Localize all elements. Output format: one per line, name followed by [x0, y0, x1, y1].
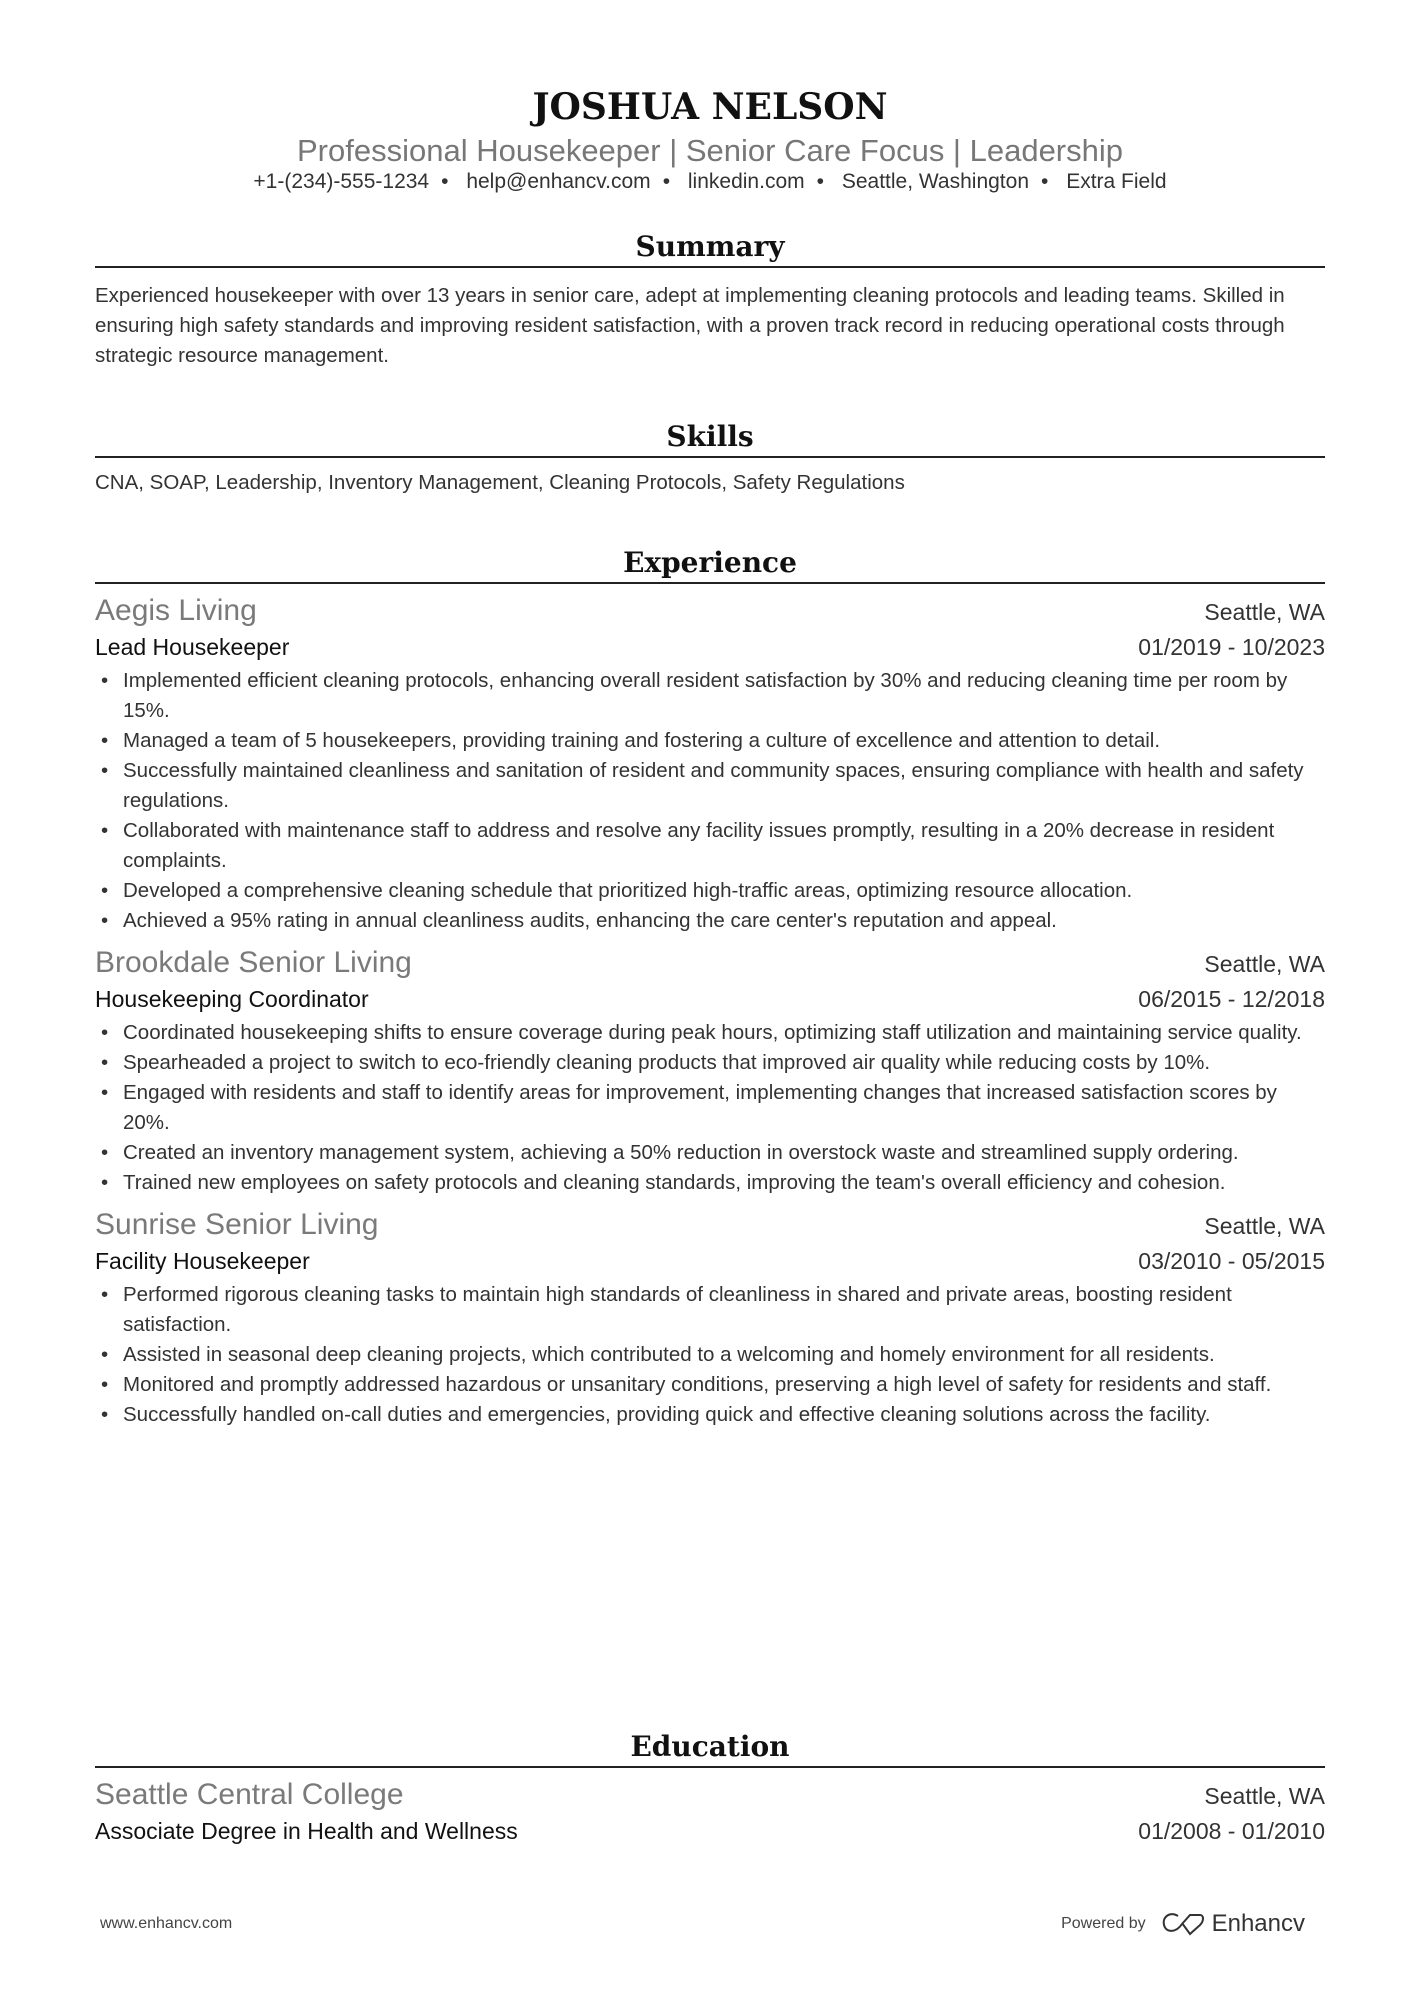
section-title: Education: [630, 1730, 790, 1763]
contact-line: +1-(234)-555-1234 • help@enhancv.com • linkedin.com • Seattle, Washington • Extra Field: [253, 170, 1167, 193]
experience-entry: [95, 1206, 1325, 1430]
experience-entry: [95, 592, 1325, 936]
school-name: Seattle Central College: [95, 1778, 404, 1811]
divider: [95, 266, 1325, 268]
extra-field: Extra Field: [1066, 170, 1167, 193]
bullet-item: • Engaged with residents and staff to identify areas for improvement, implementing changes that increased satisfaction scores by 20%.: [95, 1078, 1325, 1138]
job-bullets: [95, 1280, 1325, 1430]
job-dates: 01/2019 - 10/2023: [1138, 634, 1325, 660]
section-title: Summary: [635, 230, 785, 263]
education-entry: [95, 1776, 1325, 1848]
bullet-item: • Implemented efficient cleaning protocols, enhancing overall resident satisfaction by 30% and reducing cleaning time per room by 15%.: [95, 666, 1325, 726]
skills-section: [95, 418, 1325, 498]
job-location: Seattle, WA: [1204, 599, 1325, 625]
bullet-item: • Coordinated housekeeping shifts to ensure coverage during peak hours, optimizing staff utilization and maintaining service quality.: [95, 1018, 1325, 1048]
powered-by-label: Powered by: [1061, 1915, 1146, 1932]
divider: [95, 582, 1325, 584]
bullet-item: • Developed a comprehensive cleaning schedule that prioritized high-traffic areas, optimizing resource allocation.: [95, 876, 1325, 906]
job-location: Seattle, WA: [1204, 951, 1325, 977]
phone: +1-(234)-555-1234: [253, 170, 430, 193]
section-title: Skills: [666, 420, 754, 453]
enhancv-logo: [1160, 1910, 1305, 1938]
bullet-item: • Monitored and promptly addressed hazardous or unsanitary conditions, preserving a high level of safety for residents and staff.: [95, 1370, 1325, 1400]
candidate-name: JOSHUA NELSON: [532, 86, 888, 128]
bullet-item: • Spearheaded a project to switch to eco-friendly cleaning products that improved air quality while reducing costs by 10%.: [95, 1048, 1325, 1078]
job-location: Seattle, WA: [1204, 1213, 1325, 1239]
bullet-item: • Successfully maintained cleanliness and sanitation of resident and community spaces, ensuring compliance with health and safety regulations.: [95, 756, 1325, 816]
enhancv-logo-icon: [1160, 1911, 1206, 1937]
bullet-item: • Performed rigorous cleaning tasks to maintain high standards of cleanliness in shared and private areas, boosting resident satisfaction.: [95, 1280, 1325, 1340]
powered-by: [1061, 1910, 1305, 1938]
job-bullets: [95, 666, 1325, 936]
job-title: Lead Housekeeper: [95, 634, 290, 660]
bullet-item: • Managed a team of 5 housekeepers, providing training and fostering a culture of excellence and attention to detail.: [95, 726, 1325, 756]
experience-section: [95, 544, 1325, 1430]
degree: Associate Degree in Health and Wellness: [95, 1818, 518, 1844]
divider: [95, 456, 1325, 458]
bullet-item: • Trained new employees on safety protocols and cleaning standards, improving the team's overall efficiency and cohesion.: [95, 1168, 1325, 1198]
email[interactable]: help@enhancv.com: [466, 170, 651, 193]
job-dates: 03/2010 - 05/2015: [1138, 1248, 1325, 1274]
bullet-item: • Assisted in seasonal deep cleaning projects, which contributed to a welcoming and homely environment for all residents.: [95, 1340, 1325, 1370]
job-dates: 06/2015 - 12/2018: [1138, 986, 1325, 1012]
bullet-item: • Achieved a 95% rating in annual cleanliness audits, enhancing the care center's reputation and appeal.: [95, 906, 1325, 936]
skills-text: CNA, SOAP, Leadership, Inventory Management, Cleaning Protocols, Safety Regulations: [95, 471, 905, 494]
bullet-item: • Successfully handled on-call duties and emergencies, providing quick and effective cleaning solutions across the facility.: [95, 1400, 1325, 1430]
experience-entry: [95, 944, 1325, 1198]
company-name: Aegis Living: [95, 594, 257, 627]
section-title: Experience: [623, 546, 797, 579]
job-title: Housekeeping Coordinator: [95, 986, 369, 1012]
education-section: [95, 1728, 1325, 1848]
linkedin[interactable]: linkedin.com: [687, 170, 805, 193]
bullet-item: • Collaborated with maintenance staff to address and resolve any facility issues promptly, resulting in a 20% decrease in resident complaints.: [95, 816, 1325, 876]
school-location: Seattle, WA: [1204, 1783, 1325, 1809]
headline: Professional Housekeeper | Senior Care Focus | Leadership: [297, 133, 1123, 168]
footer-website[interactable]: www.enhancv.com: [100, 1915, 233, 1932]
company-name: Brookdale Senior Living: [95, 946, 412, 979]
job-bullets: [95, 1018, 1325, 1198]
bullet-item: • Created an inventory management system, achieving a 50% reduction in overstock waste and streamlined supply ordering.: [95, 1138, 1325, 1168]
divider: [95, 1766, 1325, 1768]
job-title: Facility Housekeeper: [95, 1248, 310, 1274]
company-name: Sunrise Senior Living: [95, 1208, 379, 1241]
summary-text: Experienced housekeeper with over 13 years in senior care, adept at implementing cleaning protocols and leading teams. Skilled in ensuring high safety standards and improving resident satisfaction, with a proven track record in reducing operational costs through strategic resource management.: [95, 284, 1285, 367]
summary-section: [95, 228, 1325, 371]
footer: [100, 1910, 1305, 1938]
education-dates: 01/2008 - 01/2010: [1138, 1818, 1325, 1844]
brand-name: Enhancv: [1211, 1910, 1305, 1937]
location: Seattle, Washington: [841, 170, 1029, 193]
